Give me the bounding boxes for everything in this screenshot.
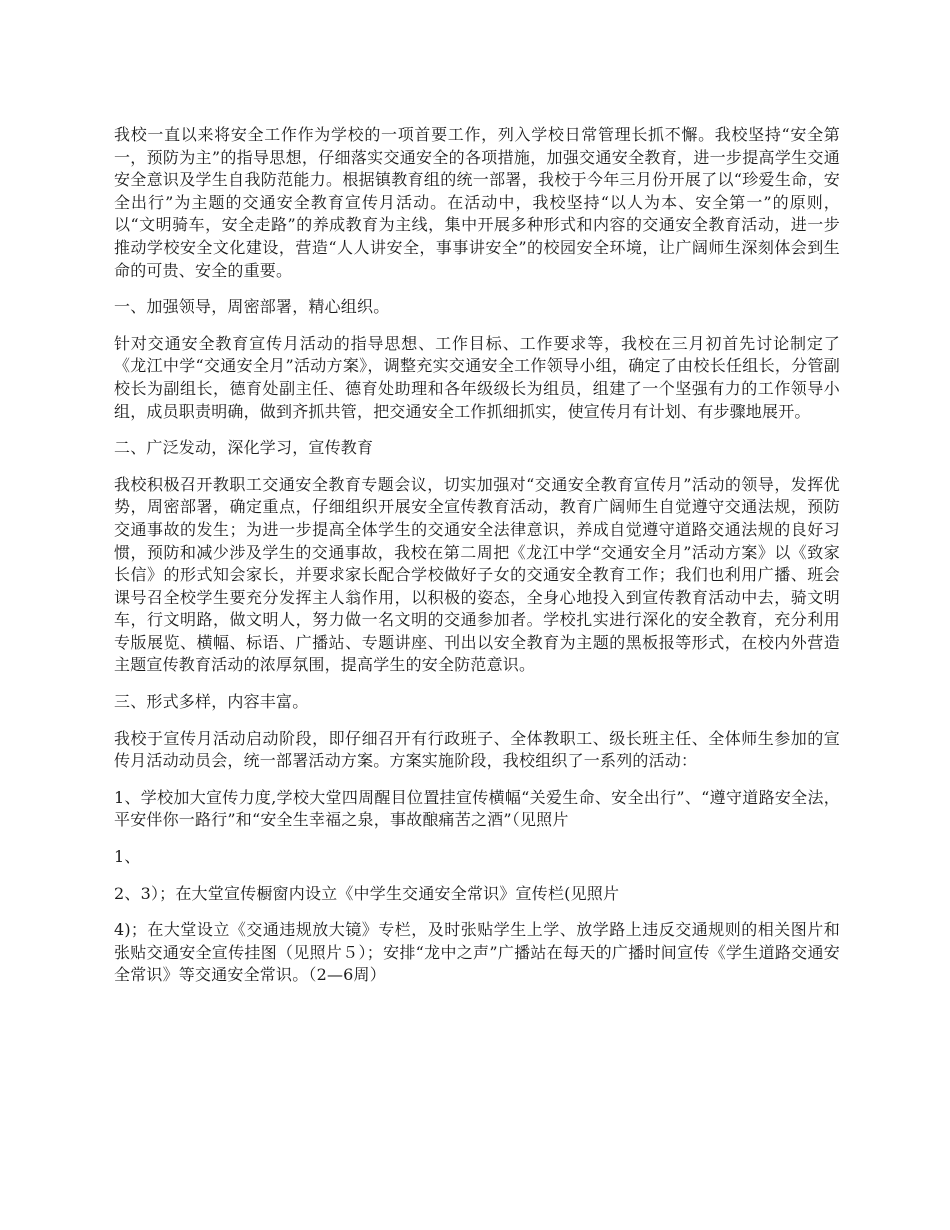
section-3-paragraph: 我校于宣传月活动启动阶段，即仔细召开有行政班子、全体教职工、级长班主任、全体师生参加的宣传月活动动员会，统一部署活动方案。方案实施阶段，我校组织了一系列的活动：	[114, 728, 840, 771]
intro-paragraph: 我校一直以来将安全工作作为学校的一项首要工作，列入学校日常管理长抓不懈。我校坚持“安全第一，预防为主”的指导思想，仔细落实交通安全的各项措施，加强交通安全教育，进一步提高学生交通安全意识及学生自我防范能力。根据镇教育组的统一部署，我校于今年三月份开展了以“珍爱生命，安全出行”为主题的交通安全教育宣传月活动。在活动中，我校坚持“以人为本、安全第一”的原则，以“文明骑车，安全走路”的养成教育为主线，集中开展多种形式和内容的交通安全教育活动，进一步推动学校安全文化建设，营造“人人讲安全，事事讲安全”的校园安全环境，让广阔师生深刻体会到生命的可贵、安全的重要。	[114, 125, 840, 280]
activity-fragment-2: 2、3）；在大堂宣传橱窗内设立《中学生交通安全常识》宣传栏(见照片	[114, 883, 620, 903]
section-heading-1: 一、加强领导，周密部署，精心组织。	[114, 297, 390, 317]
section-heading-3: 三、形式多样，内容丰富。	[114, 692, 309, 712]
document-body	[114, 124, 840, 1001]
activity-fragment-1: 1、	[114, 847, 141, 867]
activity-item-1: 1、学校加大宣传力度,学校大堂四周醒目位置挂宣传横幅“关爱生命、安全出行”、“遵守道路安全法，平安伴你一路行”和“安全生幸福之泉，事故酿痛苦之酒”（见照片	[114, 787, 840, 830]
section-2-paragraph: 我校积极召开教职工交通安全教育专题会议，切实加强对“交通安全教育宣传月”活动的领导，发挥优势，周密部署，确定重点，仔细组织开展安全宣传教育活动，教育广阔师生自觉遵守交通法规，预防交通事故的发生；为进一步提高全体学生的交通安全法律意识，养成自觉遵守道路交通法规的良好习惯，预防和减少涉及学生的交通事故，我校在第二周把《龙江中学“交通安全月”活动方案》以《致家长信》的形式知会家长，并要求家长配合学校做好子女的交通安全教育工作；我们也利用广播、班会课号召全校学生要充分发挥主人翁作用，以积极的姿态，全身心地投入到宣传教育活动中去，骑文明车，行文明路，做文明人，努力做一名文明的交通参加者。学校扎实进行深化的安全教育，充分利用专版展览、横幅、标语、广播站、专题讲座、刊出以安全教育为主题的黑板报等形式，在校内外营造主题宣传教育活动的浓厚氛围，提高学生的安全防范意识。	[114, 474, 840, 675]
section-heading-2: 二、广泛发动，深化学习，宣传教育	[114, 438, 374, 458]
section-1-paragraph: 针对交通安全教育宣传月活动的指导思想、工作目标、工作要求等，我校在三月初首先讨论制定了《龙江中学“交通安全月”活动方案》，调整充实交通安全工作领导小组，确定了由校长任组长，分管副校长为副组长，德育处副主任、德育处助理和各年级级长为组员，组建了一个坚强有力的工作领导小组，成员职责明确，做到齐抓共管，把交通安全工作抓细抓实，使宣传月有计划、有步骤地展开。	[114, 333, 840, 421]
activity-fragment-3: 4)；在大堂设立《交通违规放大镜》专栏，及时张贴学生上学、放学路上违反交通规则的相关图片和张贴交通安全宣传挂图（见照片５）；安排“龙中之声”广播站在每天的广播时间宣传《学生道路交通安全常识》等交通安全常识。（2—6周）	[114, 920, 840, 985]
